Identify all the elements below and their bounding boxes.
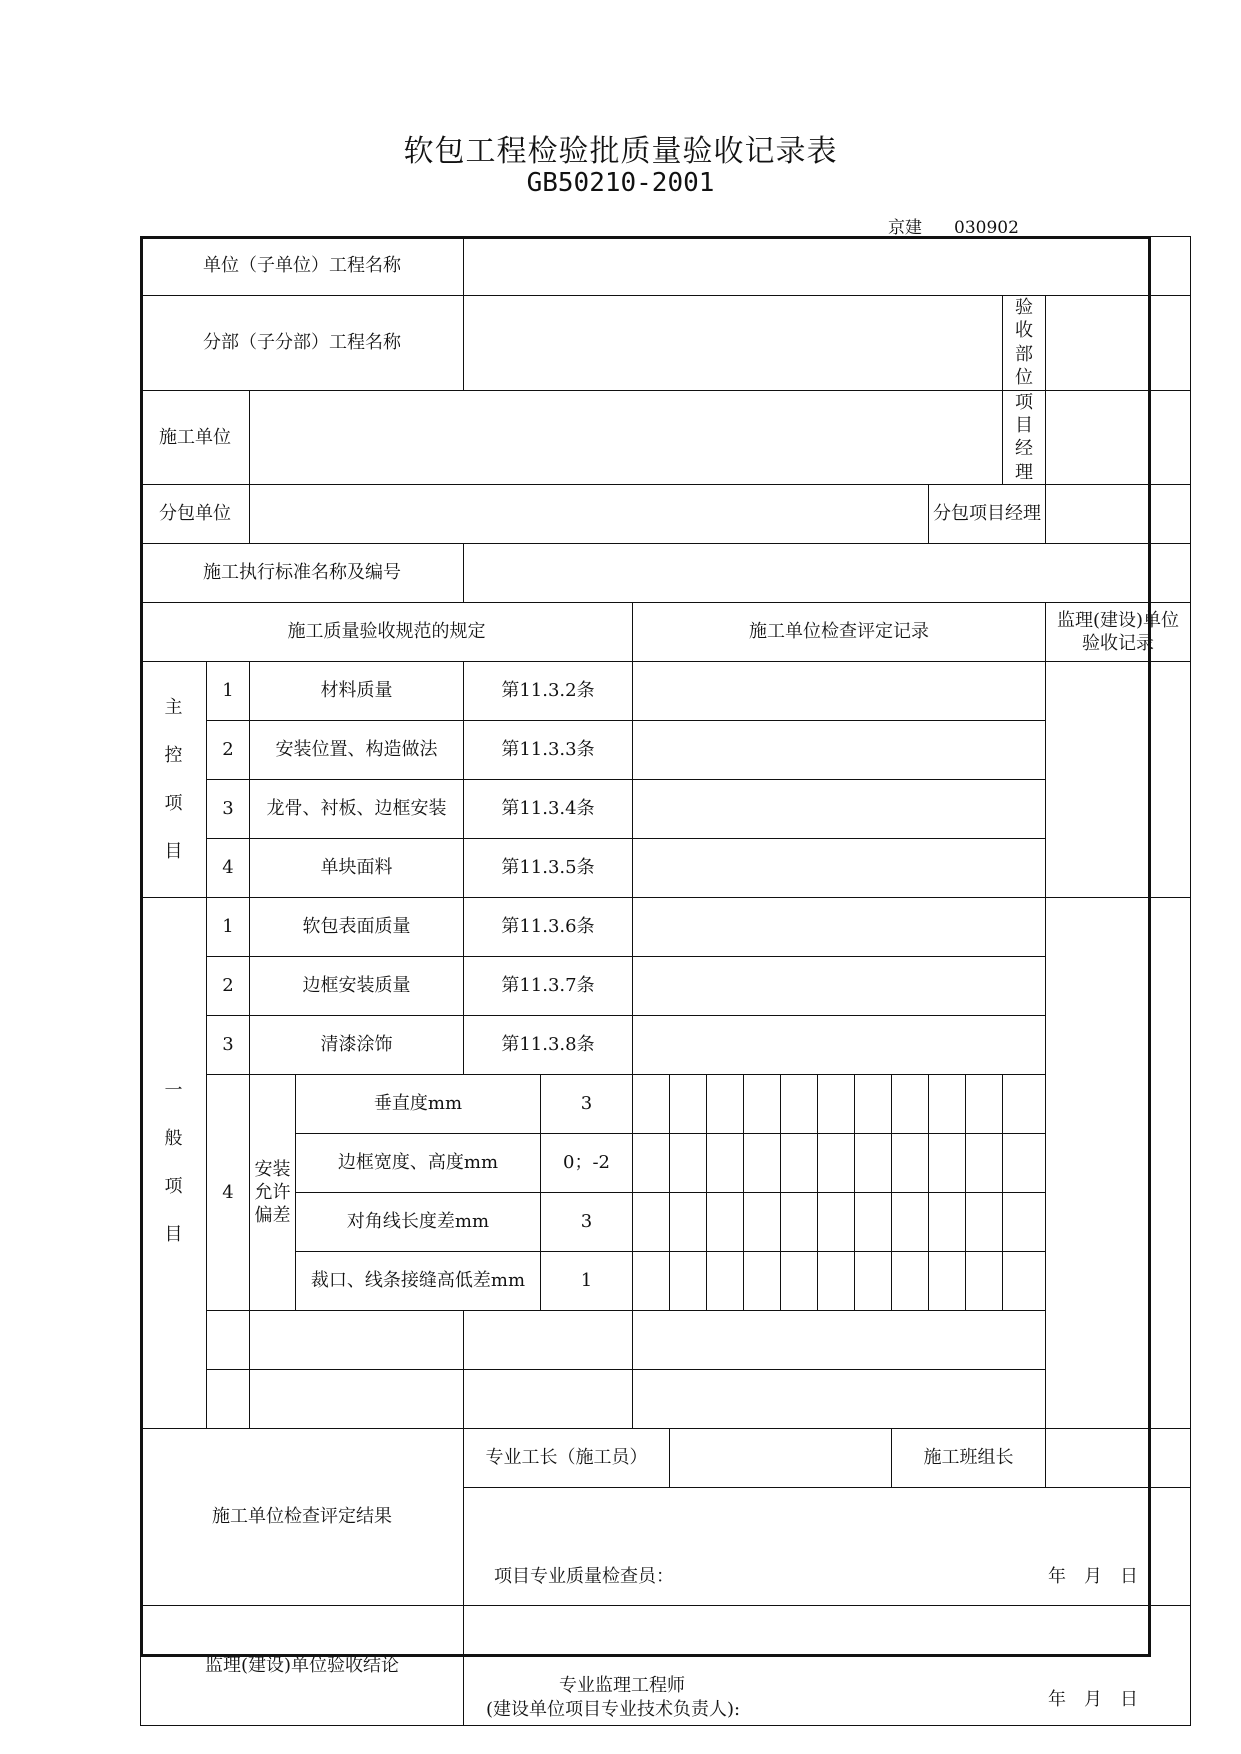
measure-cell[interactable]	[670, 1252, 707, 1311]
foreman-label: 专业工长（施工员）	[464, 1429, 670, 1488]
tolerance-value: 3	[541, 1193, 633, 1252]
measure-cell[interactable]	[966, 1193, 1003, 1252]
blank-record-cell[interactable]	[633, 1370, 1046, 1429]
measure-cell[interactable]	[781, 1134, 818, 1193]
contractor-result-label: 施工单位检查评定结果	[141, 1429, 464, 1606]
general-item-record[interactable]	[633, 898, 1046, 957]
measure-cell[interactable]	[818, 1193, 855, 1252]
main-supervision-record[interactable]	[1046, 662, 1191, 898]
measure-cell[interactable]	[929, 1252, 966, 1311]
blank-name-cell[interactable]	[250, 1311, 464, 1370]
main-item-name: 材料质量	[250, 662, 464, 721]
measure-cell[interactable]	[633, 1252, 670, 1311]
acceptance-part-label: 验收部位	[1003, 296, 1046, 391]
general-item-clause: 第11.3.7条	[464, 957, 633, 1016]
sub-project-label: 分部（子分部）工程名称	[141, 296, 464, 391]
general-item-name: 边框安装质量	[250, 957, 464, 1016]
general-item-no: 3	[207, 1016, 250, 1075]
supervisor-label: 专业监理工程师	[559, 1675, 685, 1697]
tolerance-group-label: 安装允许偏差	[250, 1075, 296, 1311]
main-item-name: 龙骨、衬板、边框安装	[250, 780, 464, 839]
standard-field[interactable]	[464, 544, 1191, 603]
main-item-record[interactable]	[633, 780, 1046, 839]
general-item-no: 1	[207, 898, 250, 957]
measure-cell[interactable]	[855, 1252, 892, 1311]
contractor-date-label: 年 月 日	[1048, 1565, 1139, 1587]
measure-cell[interactable]	[670, 1193, 707, 1252]
measure-cell[interactable]	[670, 1075, 707, 1134]
standard-code: GB50210-2001	[526, 168, 715, 198]
blank-record-cell[interactable]	[633, 1311, 1046, 1370]
page-title: 软包工程检验批质量验收记录表	[403, 134, 838, 169]
measure-cell[interactable]	[892, 1134, 929, 1193]
measure-cell[interactable]	[781, 1075, 818, 1134]
project-manager-label-cell: 项目经理	[1003, 390, 1046, 485]
tolerance-name: 对角线长度差mm	[296, 1193, 541, 1252]
unit-project-field[interactable]	[464, 237, 1191, 296]
acceptance-part-field[interactable]	[1046, 296, 1191, 391]
main-item-no: 2	[207, 721, 250, 780]
unit-project-label: 单位（子单位）工程名称	[141, 237, 464, 296]
measure-cell[interactable]	[670, 1134, 707, 1193]
supervision-conclusion-field[interactable]	[464, 1606, 1191, 1726]
subcontractor-field[interactable]	[250, 485, 929, 544]
subcontractor-label: 分包单位	[141, 485, 250, 544]
measure-cell[interactable]	[892, 1193, 929, 1252]
tolerance-item-no: 4	[207, 1075, 250, 1311]
sub-project-manager-field[interactable]	[1046, 485, 1191, 544]
tolerance-value: 0；-2	[541, 1134, 633, 1193]
contractor-field[interactable]	[250, 390, 1003, 485]
general-item-clause: 第11.3.8条	[464, 1016, 633, 1075]
tolerance-name: 裁口、线条接缝高低差mm	[296, 1252, 541, 1311]
tolerance-value: 3	[541, 1075, 633, 1134]
general-item-no: 2	[207, 957, 250, 1016]
quality-inspector-label: 项目专业质量检查员：	[494, 1565, 674, 1587]
main-item-no: 1	[207, 662, 250, 721]
measure-cell[interactable]	[818, 1134, 855, 1193]
measure-cell[interactable]	[744, 1252, 781, 1311]
measure-cell[interactable]	[1003, 1075, 1046, 1134]
measure-cell[interactable]	[929, 1193, 966, 1252]
contractor-result-field[interactable]	[464, 1488, 1191, 1547]
measure-cell[interactable]	[744, 1193, 781, 1252]
form-code	[888, 213, 1019, 238]
measure-cell[interactable]	[633, 1134, 670, 1193]
measure-cell[interactable]	[744, 1134, 781, 1193]
general-supervision-record[interactable]	[1046, 898, 1191, 1429]
measure-cell[interactable]	[1003, 1193, 1046, 1252]
sub-project-manager-label: 分包项目经理	[929, 485, 1046, 544]
form-code-number: 030902	[954, 218, 1019, 238]
main-item-record[interactable]	[633, 839, 1046, 898]
supervision-date-label: 年 月 日	[1048, 1689, 1139, 1711]
measure-cell[interactable]	[892, 1252, 929, 1311]
general-item-clause: 第11.3.6条	[464, 898, 633, 957]
tolerance-value: 1	[541, 1252, 633, 1311]
measure-cell[interactable]	[892, 1075, 929, 1134]
measure-cell[interactable]	[707, 1075, 744, 1134]
check-record-column-header: 施工单位检查评定记录	[633, 603, 1046, 662]
blank-no-cell[interactable]	[207, 1370, 250, 1429]
main-item-clause: 第11.3.5条	[464, 839, 633, 898]
supervision-column-header: 监理(建设)单位验收记录	[1046, 603, 1191, 662]
measure-cell[interactable]	[966, 1134, 1003, 1193]
general-item-name: 软包表面质量	[250, 898, 464, 957]
measure-cell[interactable]	[818, 1252, 855, 1311]
measure-cell[interactable]	[1003, 1134, 1046, 1193]
foreman-field[interactable]	[670, 1429, 892, 1488]
general-item-record[interactable]	[633, 957, 1046, 1016]
measure-cell[interactable]	[707, 1134, 744, 1193]
measure-cell[interactable]	[744, 1075, 781, 1134]
measure-cell[interactable]	[707, 1193, 744, 1252]
main-item-record[interactable]	[633, 662, 1046, 721]
main-control-label: 主 控 项 目	[141, 662, 207, 898]
main-item-name: 单块面料	[250, 839, 464, 898]
main-item-clause: 第11.3.4条	[464, 780, 633, 839]
project-manager-field[interactable]	[1046, 390, 1191, 485]
contractor-label: 施工单位	[141, 390, 250, 485]
form-code-prefix: 京建	[888, 218, 922, 238]
measure-cell[interactable]	[1003, 1252, 1046, 1311]
main-item-name: 安装位置、构造做法	[250, 721, 464, 780]
measure-cell[interactable]	[855, 1134, 892, 1193]
team-leader-label: 施工班组长	[892, 1429, 1046, 1488]
measure-cell[interactable]	[966, 1075, 1003, 1134]
main-item-no: 4	[207, 839, 250, 898]
measure-cell[interactable]	[855, 1193, 892, 1252]
inspection-form-table	[140, 236, 1191, 1726]
measure-cell[interactable]	[929, 1134, 966, 1193]
measure-cell[interactable]	[781, 1252, 818, 1311]
tolerance-name: 垂直度mm	[296, 1075, 541, 1134]
spec-column-header: 施工质量验收规范的规定	[141, 603, 633, 662]
measure-cell[interactable]	[855, 1075, 892, 1134]
measure-cell[interactable]	[929, 1075, 966, 1134]
sub-project-field[interactable]	[464, 296, 1003, 391]
standard-label: 施工执行标准名称及编号	[141, 544, 464, 603]
measure-cell[interactable]	[781, 1193, 818, 1252]
blank-clause-cell[interactable]	[464, 1311, 633, 1370]
measure-cell[interactable]	[818, 1075, 855, 1134]
general-item-record[interactable]	[633, 1016, 1046, 1075]
measure-cell[interactable]	[633, 1193, 670, 1252]
measure-cell[interactable]	[633, 1075, 670, 1134]
quality-inspector-row	[464, 1547, 1191, 1606]
measure-cell[interactable]	[707, 1252, 744, 1311]
blank-no-cell[interactable]	[207, 1311, 250, 1370]
measure-cell[interactable]	[966, 1252, 1003, 1311]
general-items-label: 一 般 项 目	[141, 898, 207, 1429]
tolerance-name: 边框宽度、高度mm	[296, 1134, 541, 1193]
main-item-clause: 第11.3.2条	[464, 662, 633, 721]
general-item-name: 清漆涂饰	[250, 1016, 464, 1075]
supervision-conclusion-label: 监理(建设)单位验收结论	[141, 1606, 464, 1726]
main-item-no: 3	[207, 780, 250, 839]
team-leader-field[interactable]	[1046, 1429, 1191, 1488]
blank-clause-cell[interactable]	[464, 1370, 633, 1429]
main-item-record[interactable]	[633, 721, 1046, 780]
blank-name-cell[interactable]	[250, 1370, 464, 1429]
owner-rep-label: (建设单位项目专业技术负责人):	[486, 1699, 741, 1721]
main-item-clause: 第11.3.3条	[464, 721, 633, 780]
